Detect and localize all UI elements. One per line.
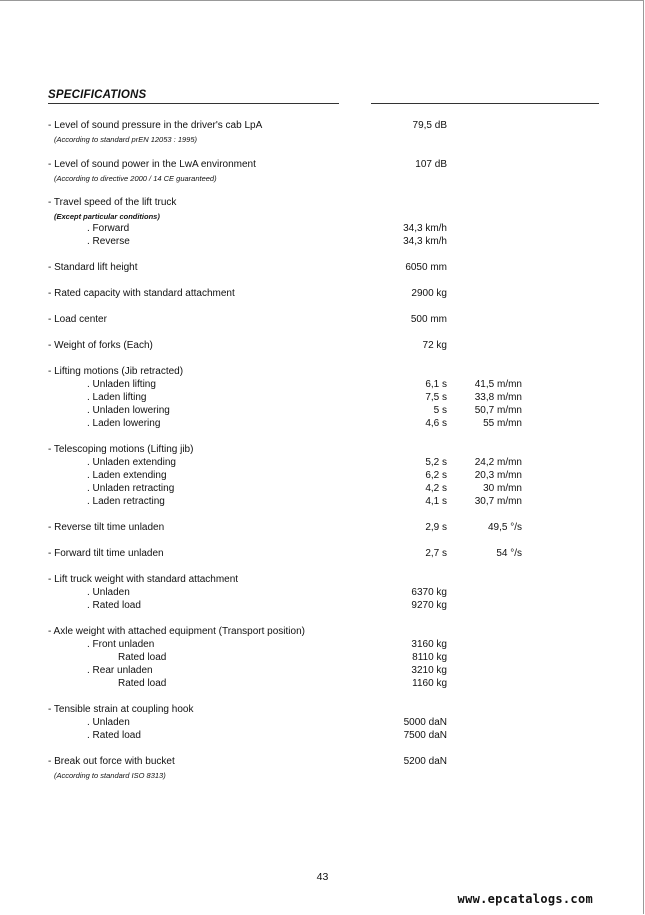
spec-row — [0, 378, 645, 391]
spec-label: - Level of sound power in the LwA environment — [48, 159, 256, 170]
spec-label: . Laden lowering — [87, 418, 161, 429]
spec-row — [0, 716, 645, 729]
spec-label: - Axle weight with attached equipment (Transport position) — [48, 626, 305, 637]
spec-value: 6,2 s — [425, 470, 447, 481]
spec-label: . Rated load — [87, 600, 141, 611]
spec-value: 7,5 s — [425, 392, 447, 403]
spec-label: . Rear unladen — [87, 665, 153, 676]
spec-value: 7500 daN — [403, 730, 447, 741]
spec-value-secondary: 33,8 m/mn — [474, 392, 522, 403]
spec-value: 4,2 s — [425, 483, 447, 494]
spec-row — [0, 443, 645, 456]
spec-value-secondary: 41,5 m/mn — [474, 379, 522, 390]
spec-label: - Tensible strain at coupling hook — [48, 704, 194, 715]
spec-row — [0, 287, 645, 300]
spec-row — [0, 521, 645, 534]
spec-label: . Unladen extending — [87, 457, 176, 468]
spec-row — [0, 677, 645, 690]
spec-row — [0, 261, 645, 274]
spec-label: - Lifting motions (Jib retracted) — [48, 366, 184, 377]
spec-value: 5200 daN — [403, 756, 447, 767]
spec-row — [0, 573, 645, 586]
spec-label: (According to standard prEN 12053 : 1995) — [54, 135, 198, 144]
spec-label: - Lift truck weight with standard attachment — [48, 574, 239, 585]
spec-label: Rated load — [118, 652, 167, 663]
spec-label: . Laden retracting — [87, 496, 165, 507]
spec-label: (According to standard ISO 8313) — [54, 771, 166, 780]
spec-row — [0, 391, 645, 404]
spec-row — [0, 456, 645, 469]
spec-label: . Laden lifting — [87, 392, 147, 403]
spec-value: 6050 mm — [405, 262, 447, 273]
spec-row — [0, 703, 645, 716]
spec-row — [0, 417, 645, 430]
spec-row — [0, 196, 645, 209]
spec-row — [0, 755, 645, 768]
spec-value: 3160 kg — [411, 639, 447, 650]
spec-row — [0, 313, 645, 326]
spec-label: - Travel speed of the lift truck — [48, 197, 177, 208]
spec-value: 3210 kg — [411, 665, 447, 676]
spec-label: . Unladen — [87, 587, 130, 598]
spec-row — [0, 625, 645, 638]
spec-value-secondary: 30,7 m/mn — [474, 496, 522, 507]
spec-value: 6370 kg — [411, 587, 447, 598]
spec-row — [0, 235, 645, 248]
spec-row — [0, 404, 645, 417]
spec-value: 5,2 s — [425, 457, 447, 468]
spec-value-secondary: 30 m/mn — [483, 483, 522, 494]
spec-label: . Unladen — [87, 717, 130, 728]
spec-row — [0, 469, 645, 482]
spec-row — [0, 586, 645, 599]
spec-label: - Level of sound pressure in the driver's cab LpA — [48, 120, 263, 131]
spec-row — [0, 599, 645, 612]
spec-value: 9270 kg — [411, 600, 447, 611]
spec-value: 79,5 dB — [412, 120, 447, 131]
spec-label: . Rated load — [87, 730, 141, 741]
spec-label: - Telescoping motions (Lifting jib) — [48, 444, 194, 455]
spec-value: 107 dB — [415, 159, 447, 170]
spec-value: 1160 kg — [412, 678, 447, 689]
spec-row — [0, 769, 645, 782]
spec-value-secondary: 24,2 m/mn — [474, 457, 522, 468]
spec-label: - Rated capacity with standard attachment — [48, 288, 235, 299]
spec-row — [0, 133, 645, 146]
spec-label: . Laden extending — [87, 470, 167, 481]
page-number: 43 — [316, 871, 329, 883]
spec-label: . Forward — [87, 223, 130, 234]
spec-row — [0, 495, 645, 508]
spec-value: 5 s — [433, 405, 447, 416]
spec-value: 72 kg — [422, 340, 447, 351]
spec-value-secondary: 55 m/mn — [483, 418, 522, 429]
spec-value: 4,1 s — [425, 496, 447, 507]
spec-row — [0, 547, 645, 560]
spec-value: 500 mm — [410, 314, 447, 325]
spec-label: . Reverse — [87, 236, 130, 247]
spec-value-secondary: 50,7 m/mn — [474, 405, 522, 416]
spec-label: - Forward tilt time unladen — [48, 548, 164, 559]
spec-value: 34,3 km/h — [403, 236, 447, 247]
spec-label: . Unladen lifting — [87, 379, 156, 390]
spec-label: - Standard lift height — [48, 262, 138, 273]
spec-row — [0, 172, 645, 185]
spec-row — [0, 651, 645, 664]
spec-value: 4,6 s — [425, 418, 447, 429]
spec-label: . Unladen lowering — [87, 405, 170, 416]
spec-label: Rated load — [118, 678, 167, 689]
spec-row — [0, 339, 645, 352]
spec-label: (According to directive 2000 / 14 CE guaranteed) — [54, 174, 217, 183]
spec-row — [0, 158, 645, 171]
spec-row — [0, 365, 645, 378]
spec-row — [0, 638, 645, 651]
spec-value: 5000 daN — [403, 717, 447, 728]
spec-value: 2,9 s — [425, 522, 447, 533]
spec-value-secondary: 20,3 m/mn — [474, 470, 522, 481]
page-title: SPECIFICATIONS — [48, 89, 147, 101]
spec-row — [0, 664, 645, 677]
spec-label: (Except particular conditions) — [54, 212, 160, 221]
spec-value-secondary: 54 °/s — [496, 548, 522, 559]
spec-value-secondary: 49,5 °/s — [487, 522, 522, 533]
spec-label: . Front unladen — [87, 639, 155, 650]
footer-url[interactable]: www.epcatalogs.com — [457, 892, 593, 906]
spec-row — [0, 482, 645, 495]
spec-value: 6,1 s — [425, 379, 447, 390]
spec-value: 8110 kg — [412, 652, 447, 663]
spec-label: - Break out force with bucket — [48, 756, 175, 767]
spec-label: - Weight of forks (Each) — [48, 340, 153, 351]
spec-row — [0, 119, 645, 132]
spec-row — [0, 222, 645, 235]
spec-value: 34,3 km/h — [403, 223, 447, 234]
spec-value: 2900 kg — [411, 288, 447, 299]
spec-label: - Load center — [48, 314, 107, 325]
spec-row — [0, 729, 645, 742]
spec-label: . Unladen retracting — [87, 483, 175, 494]
spec-label: - Reverse tilt time unladen — [48, 522, 165, 533]
spec-value: 2,7 s — [425, 548, 447, 559]
